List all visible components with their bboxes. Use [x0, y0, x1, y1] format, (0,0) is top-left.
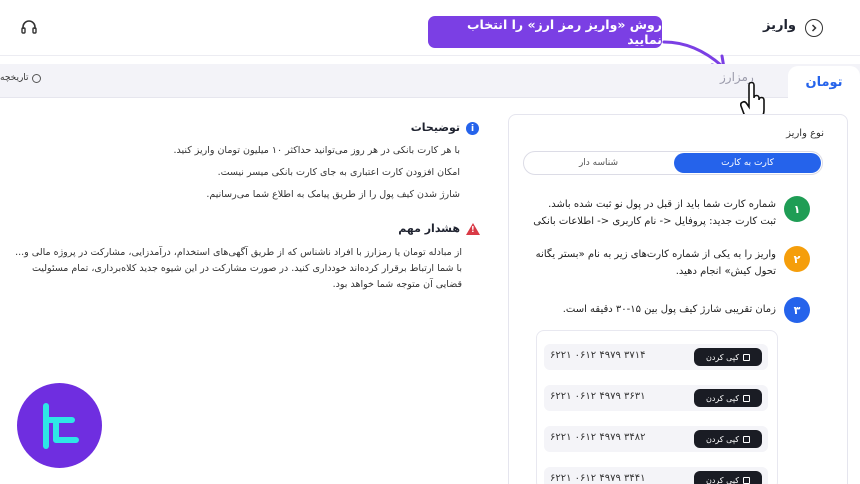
card-row — [544, 426, 768, 452]
info-line-1: با هر کارت بانکی در هر روز می‌توانید حداکثر ۱۰ میلیون تومان واریز کنید. — [173, 145, 460, 156]
card-number: ۶۲۲۱ ۰۶۱۲ ۴۹۷۹ ۳۶۳۱ — [550, 391, 646, 402]
step-3-text — [520, 301, 776, 318]
copy-label: کپی کردن — [705, 393, 740, 403]
card-number: ۶۲۲۱ ۰۶۱۲ ۴۹۷۹ ۳۴۸۲ — [550, 432, 646, 443]
step-2-badge: ۲ — [784, 246, 810, 272]
info-text — [40, 143, 460, 203]
tab-crypto[interactable]: رمزارز — [720, 70, 754, 84]
copy-button[interactable] — [694, 348, 762, 366]
card-number: ۶۲۲۱ ۰۶۱۲ ۴۹۷۹ ۳۴۴۱ — [550, 473, 646, 484]
warning-text — [0, 245, 462, 293]
copy-icon — [743, 436, 750, 443]
warning-line-2: با شما ارتباط برقرار کرده‌اند خودداری کنید. در صورت مشارکت در این شیوه جدید کلاه‌برداری، تمام مسئولیت — [31, 263, 462, 274]
card-row — [544, 467, 768, 484]
step-2-line-2: تحول کیش» انجام دهید. — [675, 266, 776, 277]
page-title: واریز — [763, 18, 796, 33]
warning-line-3: قضایی آن متوجه شما خواهد بود. — [332, 279, 462, 290]
brand-logo-icon — [32, 398, 88, 454]
step-2-text — [520, 246, 776, 280]
info-line-2: امکان افزودن کارت اعتباری به جای کارت بانکی میسر نیست. — [217, 167, 460, 178]
step-1-line-2: ثبت کارت جدید: پروفایل <- نام کاربری <- اطلاعات بانکی — [533, 216, 776, 227]
copy-icon — [743, 395, 750, 402]
headset-icon[interactable] — [20, 18, 38, 36]
card-number: ۶۲۲۱ ۰۶۱۲ ۴۹۷۹ ۳۷۱۴ — [550, 350, 646, 361]
copy-button[interactable] — [694, 430, 762, 448]
copy-label: کپی کردن — [705, 352, 740, 362]
step-1-line-1: شماره کارت شما باید از قبل در پول نو ثبت شده باشد. — [548, 199, 776, 210]
history-link[interactable] — [0, 73, 41, 83]
step-1-text — [520, 196, 776, 230]
option-card-to-card[interactable]: کارت به کارت — [674, 153, 821, 173]
copy-label: کپی کردن — [705, 434, 740, 444]
brand-logo — [17, 383, 102, 468]
warning-mark: ! — [471, 225, 475, 234]
deposit-type-label: نوع واریز — [786, 128, 824, 139]
step-1-badge: ۱ — [784, 196, 810, 222]
step-3-badge: ۳ — [784, 297, 810, 323]
copy-label: کپی کردن — [705, 475, 740, 484]
tab-toman[interactable]: تومان — [788, 66, 860, 98]
copy-icon — [743, 477, 750, 484]
clock-icon — [32, 74, 41, 83]
info-title: توضیحات — [410, 121, 460, 134]
info-icon: i — [466, 122, 479, 135]
option-with-id[interactable]: شناسه دار — [578, 158, 619, 168]
copy-icon — [743, 354, 750, 361]
step-3-line-1: زمان تقریبی شارژ کیف پول بین ۱۵-۳۰ دقیقه است. — [562, 304, 776, 315]
info-line-3: شارژ شدن کیف پول را از طریق پیامک به اطلاع شما می‌رسانیم. — [206, 189, 460, 200]
card-row — [544, 385, 768, 411]
back-button[interactable] — [805, 19, 823, 37]
warning-line-1: از مبادله تومان یا رمزارز با افراد ناشناس که از طریق آگهی‌های استخدام، درآمدزایی، مشارکت در پروژه مالی و... — [15, 247, 462, 258]
warning-title: هشدار مهم — [398, 222, 460, 235]
copy-button[interactable] — [694, 389, 762, 407]
chevron-right-icon — [810, 24, 818, 32]
instruction-callout: روش «واریز رمز ارز» را انتخاب نمایید — [428, 16, 662, 48]
history-label: تاریخچه — [0, 73, 29, 83]
copy-button[interactable] — [694, 471, 762, 484]
card-row — [544, 344, 768, 370]
step-2-line-1: واریز را به یکی از شماره کارت‌های زیر به نام «بستر یگانه — [535, 249, 776, 260]
